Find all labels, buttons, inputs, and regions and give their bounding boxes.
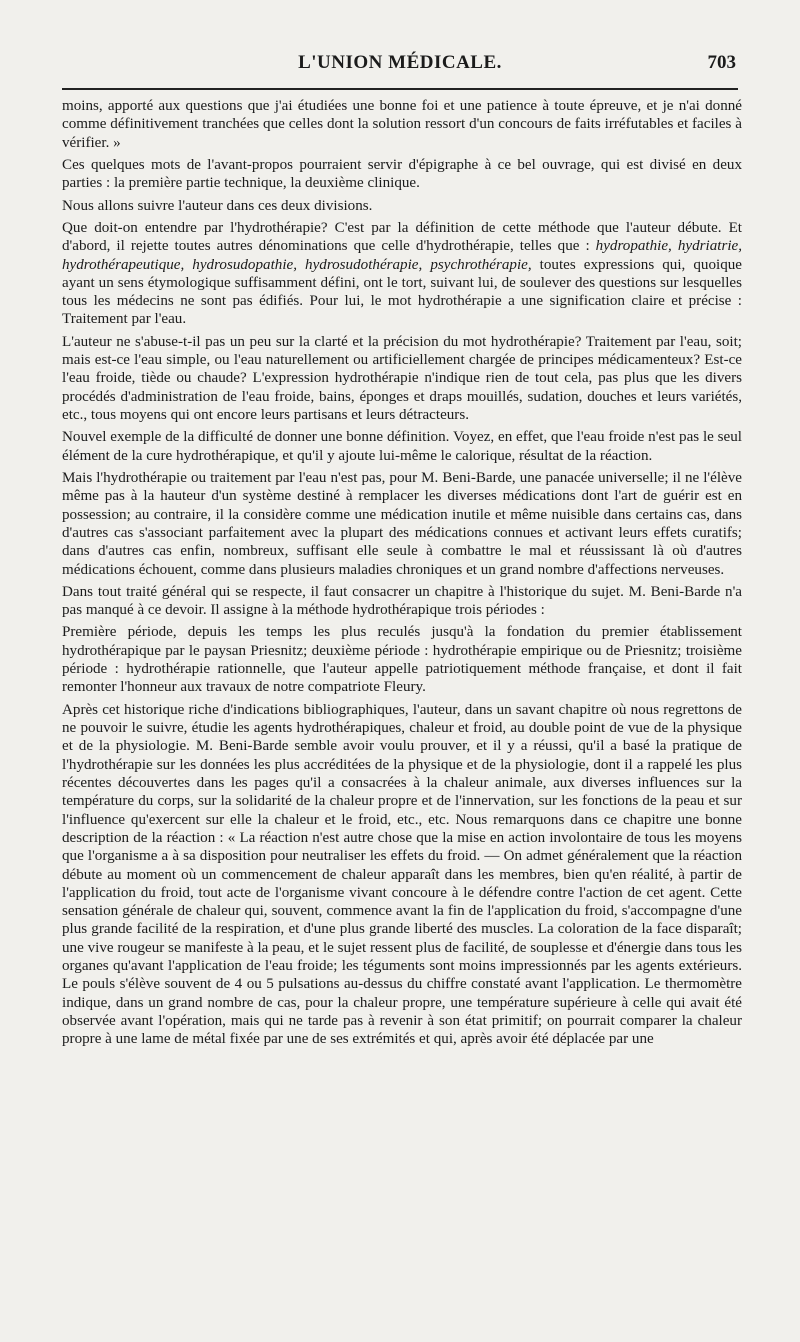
paragraph-text: Que doit-on entendre par l'hydrothérapie? C'est par la définition de cette méthode que l'auteur débute. Et d'abord, il rejette toutes autres dénominations que celle d'hydrothérapie, telles que :: [62, 219, 742, 255]
paragraph: Après cet historique riche d'indications bibliographiques, l'auteur, dans un savant chapitre où nous regrettons de ne pouvoir le suivre, étudie les agents hydrothérapiques, chaleur et froid, au double point de vue de la physique et de la physiologie. M. Beni-Barde semble avoir voulu prouver, et il y a réussi, qu'il a basé la pratique de l'hydrothérapie sur les données les plus accréditées de la physique et de la physiologie, dont il a rappelé les plus récentes découvertes dans les pages qu'il a consacrées à la chaleur animale, aux diverses influences sur la température du corps, sur la solidarité de la chaleur propre et de l'innervation, sur les fonctions de la peau et sur l'influence qu'exercent sur elle la chaleur et le froid, etc., etc. Nous remarquons dans ce chapitre une bonne description de la réaction : « La réaction n'est autre chose que la mise en action involontaire de tous les moyens que l'organisme a à sa disposition pour neutraliser les effets du froid. — On admet généralement que la réaction débute au moment où un commencement de chaleur apparaît dans les membres, bien qu'en réalité, à partir de l'application du froid, tout acte de l'organisme vivant concoure à le défendre contre l'action de cet agent. Cette sensation générale de chaleur qui, souvent, commence avant la fin de l'application du froid, s'accompagne d'une plus grande facilité de la respiration, et d'une plus grande liberté des muscles. La coloration de la face disparaît; une vive rougeur se manifeste à la peau, et le sujet ressent plus de facilité, de souplesse et d'énergie dans tous les organes qu'avant l'application de l'eau froide; les téguments sont moins impressionnés par les agents extérieurs. Le pouls s'élève souvent de 4 ou 5 pulsations au-dessus du chiffre constaté avant l'application. Le thermomètre indique, dans un grand nombre de cas, pour la chaleur propre, une température supérieure à celle qui avait été observée avant l'opération, mais qui ne tarde pas à revenir à son état primitif; on pourrait comparer la chaleur propre à une lame de métal fixée par une de ses extrémités et qui, après avoir été déplacée par une: [62, 701, 742, 1048]
paragraph: Ces quelques mots de l'avant-propos pourraient servir d'épigraphe à ce bel ouvrage, qui est divisé en deux parties : la première partie technique, la deuxième clinique.: [62, 156, 742, 192]
italic-terms: hydropathie, hydriatrie, hydrothérapeutique, hydrosudopathie, hydrosudothérapie, psychrothérapie,: [62, 238, 742, 273]
paragraph: Première période, depuis les temps les plus reculés jusqu'à la fondation du premier établissement hydrothérapique par le paysan Priesnitz; deuxième période : hydrothérapie empirique ou de Priesnitz; troisième période : hydrothérapie rationnelle, que l'auteur appelle patriotiquement méthode française, et dont il fait remonter l'honneur aux travaux de notre compatriote Fleury.: [62, 624, 742, 696]
paragraph: L'auteur ne s'abuse-t-il pas un peu sur la clarté et la précision du mot hydrothérapie? Traitement par l'eau, soit; mais est-ce l'eau simple, ou l'eau naturellement ou artificiellement chargée de principes médicamenteux? Est-ce l'eau froide, tiède ou chaude? L'expression hydrothérapie n'indique rien de tout cela, pas plus que les divers procédés d'administration de l'eau froide, bains, éponges et draps mouillés, sudation, douches et leurs variétés, etc., tous moyens qui ont encore leurs partisans et leurs détracteurs.: [62, 333, 742, 423]
paragraph: Mais l'hydrothérapie ou traitement par l'eau n'est pas, pour M. Beni-Barde, une panacée universelle; il ne l'élève même pas à la hauteur d'un système destiné à remplacer les diverses médications dont l'art de guérir est en possession; au contraire, il la considère comme une médication inutile et même nuisible dans certains cas, dans d'autres cas s'associant parfaitement avec la plupart des médications connues et activant leurs effets curatifs; dans d'autres cas enfin, nombreux, suffisant elle seule à combattre le mal et réussissant là où d'autres médications échouent, comme dans plusieurs maladies chroniques et un grand nombre d'affections nerveuses.: [62, 469, 742, 578]
paragraph: Nouvel exemple de la difficulté de donner une bonne définition. Voyez, en effet, que l'eau froide n'est pas le seul élément de la cure hydrothérapique, et qu'il y ajoute lui-même le calorique, résultat de la réaction.: [62, 429, 742, 464]
article-body: [62, 97, 742, 1053]
paragraph-text: toutes expressions qui, quoique ayant un sens étymologique suffisamment défini, ont le tort, suivant lui, de soulever des questions sur lesquelles tous les médecins ne sont pas édifiés. Pour lui, le mot hydrothérapie a une signification claire et précise : Traitement par l'eau.: [62, 256, 742, 328]
running-title: L'UNION MÉDICALE.: [298, 52, 502, 73]
header-rule: [62, 88, 738, 90]
page-number: 703: [707, 52, 736, 73]
paragraph: Dans tout traité général qui se respecte, il faut consacrer un chapitre à l'historique du sujet. M. Beni-Barde n'a pas manqué à ce devoir. Il assigne à la méthode hydrothérapique trois périodes :: [62, 583, 742, 619]
page-header: [62, 48, 738, 88]
paragraph: Nous allons suivre l'auteur dans ces deux divisions.: [62, 197, 373, 214]
paragraph: [62, 219, 742, 329]
paragraph: moins, apporté aux questions que j'ai étudiées une bonne foi et une patience à toute épreuve, et je n'ai donné comme définitivement tranchées que celles dont la solution ressort d'un concours de faits irréfutables et faciles à vérifier. »: [62, 98, 742, 151]
